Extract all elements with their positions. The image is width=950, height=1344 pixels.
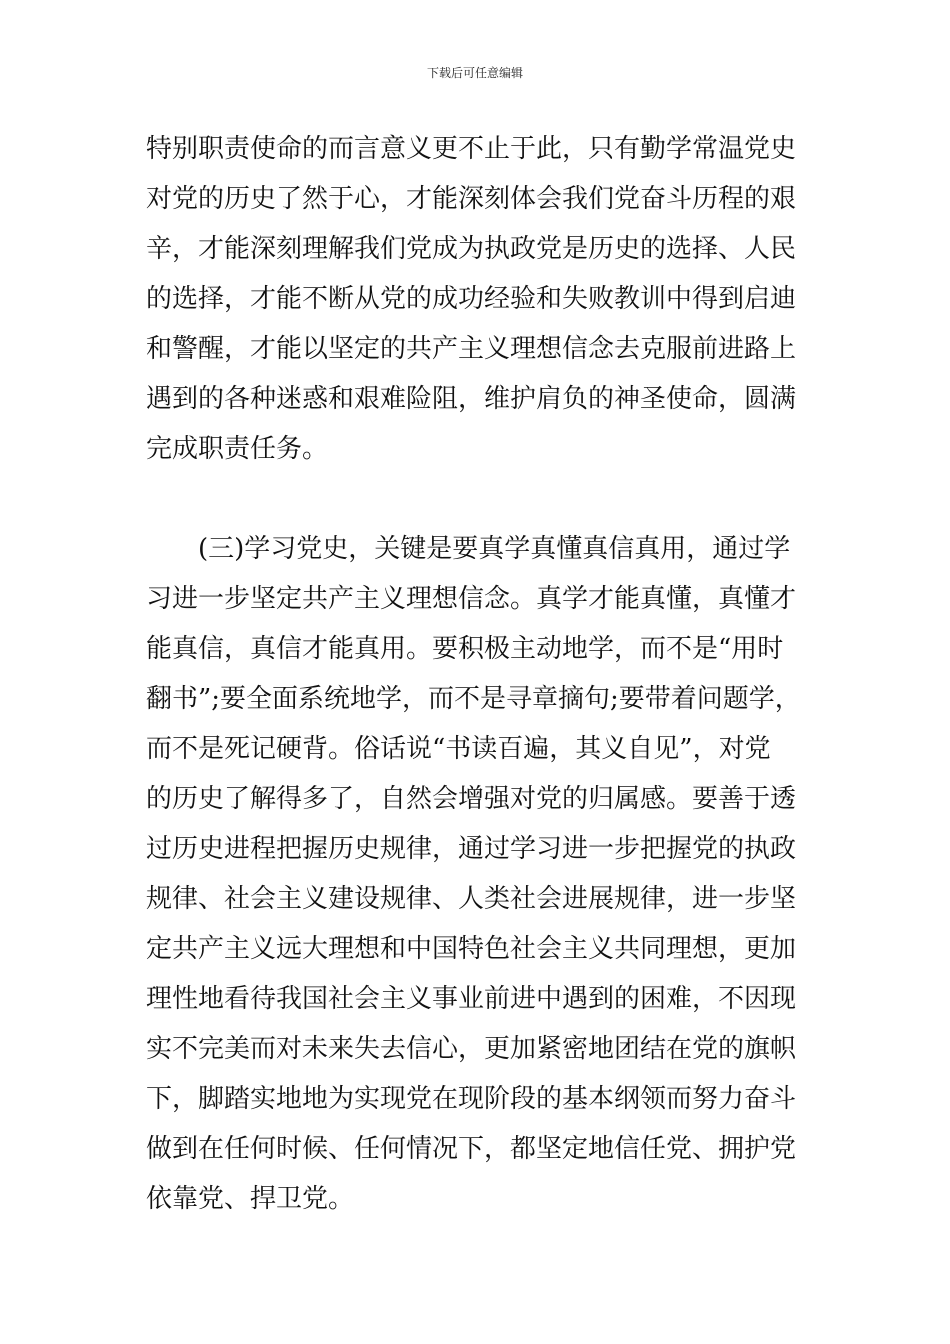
paragraph-2-line-9: 定共产主义远大理想和中国特色社会主义共同理想，更加 [146,934,797,964]
paragraph-2-line-5: 而不是死记硬背。俗话说“书读百遍，其义自见”，对党 [146,734,771,764]
paragraph-2-line-13: 做到在任何时候、任何情况下，都坚定地信任党、拥护党 [146,1134,797,1164]
paragraph-1-line-6: 遇到的各种迷惑和艰难险阻，维护肩负的神圣使命，圆满 [146,384,797,414]
paragraph-1-line-2: 对党的历史了然于心，才能深刻体会我们党奋斗历程的艰 [146,184,797,214]
page-header: 下载后可任意编辑 [426,66,523,80]
paragraph-2-line-8: 规律、社会主义建设规律、人类社会进展规律，进一步坚 [146,884,797,914]
paragraph-2-line-12: 下，脚踏实地地为实现党在现阶段的基本纲领而努力奋斗 [146,1084,797,1114]
paragraph-2-line-2: 习进一步坚定共产主义理想信念。真学才能真懂，真懂才 [146,584,797,614]
paragraph-2-line-3: 能真信，真信才能真用。要积极主动地学，而不是“用时 [146,634,784,664]
paragraph-2-line-7: 过历史进程把握历史规律，通过学习进一步把握党的执政 [146,834,797,864]
paragraph-2-line-4: 翻书”;要全面系统地学，而不是寻章摘句;要带着问题学， [146,684,801,714]
paragraph-2-line-1: (三)学习党史，关键是要真学真懂真信真用，通过学 [198,534,791,564]
paragraph-2-line-10: 理性地看待我国社会主义事业前进中遇到的困难，不因现 [146,984,797,1014]
paragraph-2-line-14: 依靠党、捍卫党。 [146,1184,355,1214]
paragraph-1-line-4: 的选择，才能不断从党的成功经验和失败教训中得到启迪 [146,284,797,314]
paragraph-2-line-11: 实不完美而对未来失去信心，更加紧密地团结在党的旗帜 [146,1034,797,1064]
paragraph-2-line-6: 的历史了解得多了，自然会增强对党的归属感。要善于透 [146,784,797,814]
paragraph-1-line-7: 完成职责任务。 [146,434,329,464]
paragraph-1-line-5: 和警醒，才能以坚定的共产主义理想信念去克服前进路上 [146,334,797,364]
paragraph-1-line-1: 特别职责使命的而言意义更不止于此，只有勤学常温党史 [146,134,797,164]
paragraph-1-line-3: 辛，才能深刻理解我们党成为执政党是历史的选择、人民 [146,234,797,264]
